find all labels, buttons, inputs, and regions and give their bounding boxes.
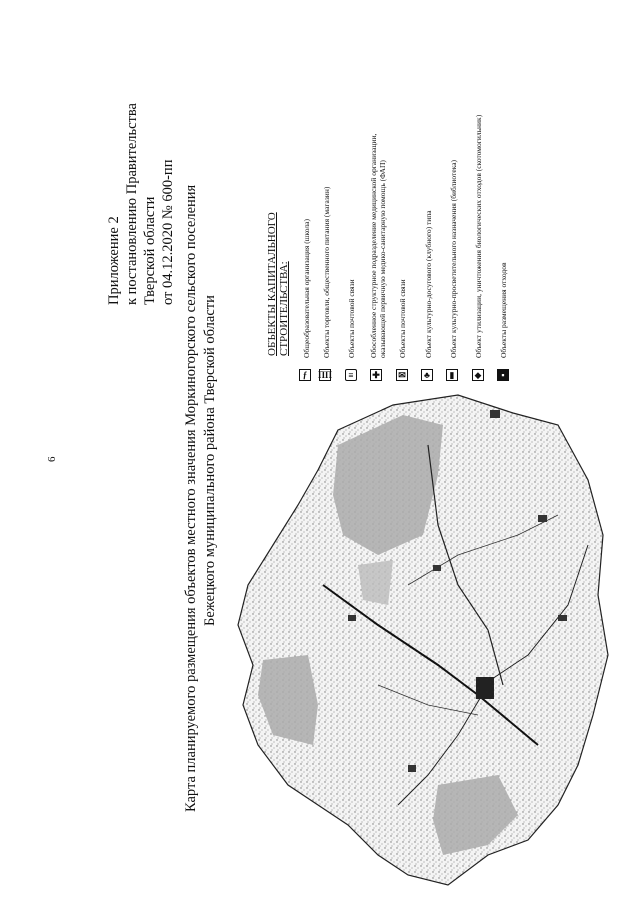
- appendix-line2: к постановлению Правительства: [124, 103, 140, 305]
- appendix-block: [105, 103, 177, 305]
- settlement: [408, 765, 416, 772]
- disposal-icon: ◆: [472, 369, 484, 381]
- medical-icon: ✚: [370, 369, 382, 381]
- legend-heading: [266, 212, 290, 356]
- legend-label-school: Общеобразовательная организация (школа): [302, 219, 311, 358]
- library-icon: ▮: [446, 369, 458, 381]
- legend-label-disposal: Объект утилизации, уничтожения биологических отходов (скотомогильник): [474, 114, 483, 358]
- shop-icon: ΠΠ: [318, 370, 333, 380]
- legend-label-medical-line1: Обособленное структурное подразделение медицинской организации,: [369, 133, 378, 358]
- club-icon: ♣: [421, 369, 433, 381]
- legend-label-shop: Объекты торговли, общественного питания (магазин): [322, 186, 331, 358]
- settlement: [538, 515, 547, 522]
- legend-label-medical-line2: оказывающей первичную медико-санитарную помощь (ФАП): [378, 160, 387, 358]
- legend-heading-line2: СТРОИТЕЛЬСТВА:: [278, 261, 290, 356]
- appendix-line1: Приложение 2: [106, 216, 122, 305]
- settlement: [476, 677, 494, 699]
- legend-label-waste: Объекты размещения отходов: [499, 262, 508, 358]
- school-icon: ƒ: [299, 369, 311, 381]
- legend-label-club: Объект культурно-досугового (клубного) типа: [424, 210, 433, 358]
- settlement: [558, 615, 567, 621]
- map-title-line1: Карта планируемого размещения объектов местного значения Моркиногорского сельского поселения: [183, 184, 199, 812]
- page-number: 6: [46, 456, 58, 462]
- legend-label-library: Объект культурно-просветительного назначения (библиотека): [449, 159, 458, 358]
- legend-heading-line1: ОБЪЕКТЫ КАПИТАЛЬНОГО: [266, 212, 278, 356]
- settlement: [348, 615, 356, 621]
- appendix-line4: от 04.12.2020 № 600-пп: [160, 159, 176, 305]
- legend-label-post: Объекты почтовой связи: [347, 279, 356, 358]
- settlement: [490, 410, 500, 418]
- map-title-line2: Бежецкого муниципального района Тверской области: [202, 295, 218, 626]
- waste-icon: ▪: [497, 369, 509, 381]
- post-icon: ≡: [345, 369, 357, 381]
- settlement-map: [228, 385, 613, 890]
- settlement: [433, 565, 441, 571]
- mail-icon: ✉: [396, 369, 408, 381]
- forest-area: [358, 560, 393, 605]
- appendix-line3: Тверской области: [142, 196, 158, 305]
- legend-label-medical: [369, 134, 387, 358]
- legend-label-mail: Объекты почтовой связи: [398, 279, 407, 358]
